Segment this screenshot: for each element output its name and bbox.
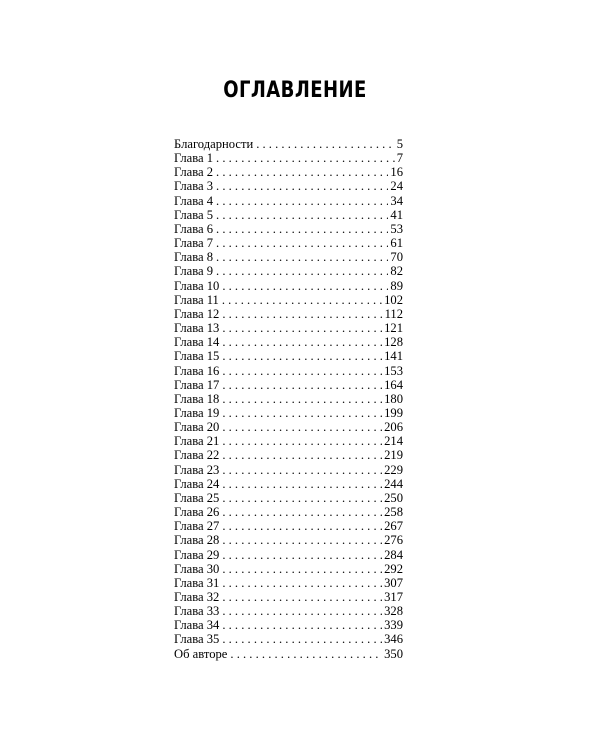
toc-entry-page-number: 141 <box>384 349 403 364</box>
toc-entry-page-number: 350 <box>384 646 403 661</box>
dot-leader <box>222 562 382 576</box>
toc-entry <box>174 491 403 505</box>
toc-entry-label: Глава 31 <box>174 575 220 590</box>
toc-entry <box>174 562 403 576</box>
toc-entry-label: Глава 10 <box>174 278 220 293</box>
toc-entry-label: Глава 33 <box>174 604 220 619</box>
toc-entry-label: Глава 22 <box>174 448 220 463</box>
toc-entry <box>174 208 403 222</box>
dot-leader <box>222 279 388 293</box>
toc-entry <box>174 505 403 519</box>
toc-entry-label: Глава 32 <box>174 590 220 604</box>
toc-entry-label: Глава 20 <box>174 420 220 435</box>
toc-entry-page-number: 199 <box>384 405 403 420</box>
toc-entry <box>174 548 403 562</box>
dot-leader <box>222 590 382 604</box>
dot-leader <box>222 477 382 491</box>
dot-leader <box>222 378 382 392</box>
dot-leader <box>222 349 382 363</box>
toc-entry-page-number: 24 <box>390 179 403 194</box>
dot-leader <box>222 406 382 420</box>
toc-entry-page-number: 328 <box>384 604 403 619</box>
toc-entry-page-number: 121 <box>384 321 403 336</box>
toc-entry <box>174 632 403 646</box>
toc-entry <box>174 392 403 406</box>
toc-entry-page-number: 276 <box>384 533 403 548</box>
dot-leader <box>230 647 382 661</box>
toc-entry <box>174 378 403 392</box>
toc-entry-label: Благодарности <box>174 137 254 151</box>
toc-entry <box>174 236 403 250</box>
toc-entry <box>174 533 403 547</box>
dot-leader <box>216 222 388 236</box>
toc-entry-label: Глава 19 <box>174 405 220 420</box>
toc-entry <box>174 463 403 477</box>
toc-entry-label: Глава 24 <box>174 476 220 491</box>
toc-entry-label: Глава 15 <box>174 349 220 364</box>
dot-leader <box>216 264 388 278</box>
toc-entry-page-number: 206 <box>384 420 403 435</box>
dot-leader <box>216 151 395 165</box>
toc-entry <box>174 222 403 236</box>
dot-leader <box>222 548 382 562</box>
dot-leader <box>222 448 382 462</box>
toc-entry <box>174 321 403 335</box>
toc-entry <box>174 477 403 491</box>
toc-entry <box>174 264 403 278</box>
toc-entry <box>174 576 403 590</box>
dot-leader <box>222 463 382 477</box>
dot-leader <box>222 505 382 519</box>
toc-entry <box>174 279 403 293</box>
toc-entry <box>174 647 403 661</box>
toc-entry <box>174 618 403 632</box>
toc-entry-page-number: 34 <box>390 193 403 208</box>
dot-leader <box>222 533 382 547</box>
toc-entry-page-number: 284 <box>384 547 403 562</box>
toc-entry-label: Глава 17 <box>174 377 220 392</box>
toc-entry <box>174 293 403 307</box>
dot-leader <box>222 604 382 618</box>
dot-leader <box>222 293 382 307</box>
toc-entry-page-number: 70 <box>390 250 403 265</box>
dot-leader <box>222 335 382 349</box>
dot-leader <box>216 179 388 193</box>
toc-entry-page-number: 82 <box>390 264 403 279</box>
dot-leader <box>216 194 388 208</box>
toc-entry <box>174 307 403 321</box>
toc-entry <box>174 434 403 448</box>
dot-leader <box>216 236 388 250</box>
toc-entry-page-number: 339 <box>384 618 403 633</box>
toc-entry-page-number: 229 <box>384 462 403 477</box>
toc-entry <box>174 137 403 151</box>
toc-entry-label: Глава 27 <box>174 519 220 534</box>
toc-entry-page-number: 41 <box>390 207 403 222</box>
dot-leader <box>216 165 388 179</box>
toc-entry <box>174 420 403 434</box>
dot-leader <box>222 519 382 533</box>
toc-entry-page-number: 5 <box>396 137 403 151</box>
toc-entry <box>174 250 403 264</box>
toc-entry-page-number: 53 <box>390 221 403 236</box>
toc-entry-label: Глава 18 <box>174 391 220 406</box>
toc-entry-label: Глава 16 <box>174 363 220 378</box>
toc-entry-page-number: 250 <box>384 490 403 505</box>
toc-entry <box>174 604 403 618</box>
toc-entry-page-number: 89 <box>390 278 403 293</box>
dot-leader <box>216 208 388 222</box>
dot-leader <box>222 491 382 505</box>
toc-entry <box>174 194 403 208</box>
toc-entry-label: Глава 11 <box>174 292 219 307</box>
toc-entry-label: Глава 35 <box>174 632 220 647</box>
toc-entry <box>174 349 403 363</box>
dot-leader <box>222 307 382 321</box>
toc-entry-page-number: 267 <box>384 519 403 534</box>
toc-entry-page-number: 102 <box>384 292 403 307</box>
toc-entry-page-number: 128 <box>384 335 403 350</box>
toc-entry-label: Глава 12 <box>174 306 220 321</box>
toc-entry-label: Глава 28 <box>174 533 220 548</box>
dot-leader <box>222 420 382 434</box>
toc-entry-page-number: 307 <box>384 575 403 590</box>
toc-entry-page-number: 317 <box>384 590 403 604</box>
toc-entry <box>174 165 403 179</box>
toc-entry <box>174 448 403 462</box>
toc-entry-page-number: 153 <box>384 363 403 378</box>
page-title: ОГЛАВЛЕНИЕ <box>223 78 367 103</box>
toc-entry-label: Глава 9 <box>174 264 214 279</box>
toc-entry-label: Глава 4 <box>174 193 214 208</box>
toc-entry <box>174 590 403 604</box>
dot-leader <box>222 618 382 632</box>
toc-entry <box>174 151 403 165</box>
toc-entry-page-number: 219 <box>384 448 403 463</box>
toc-entry-label: Глава 26 <box>174 505 220 520</box>
dot-leader <box>222 576 382 590</box>
toc-entry-page-number: 61 <box>390 236 403 251</box>
toc-entry-label: Глава 25 <box>174 490 220 505</box>
toc-entry-page-number: 244 <box>384 476 403 491</box>
toc-entry-label: Глава 14 <box>174 335 220 350</box>
dot-leader <box>222 321 382 335</box>
dot-leader <box>216 250 388 264</box>
toc-entry-label: Глава 30 <box>174 561 220 576</box>
table-of-contents <box>174 137 403 661</box>
toc-entry <box>174 364 403 378</box>
toc-entry <box>174 519 403 533</box>
toc-entry <box>174 179 403 193</box>
toc-entry <box>174 406 403 420</box>
dot-leader <box>222 392 382 406</box>
toc-entry-label: Глава 1 <box>174 151 214 166</box>
toc-entry-label: Глава 5 <box>174 207 214 222</box>
toc-entry-page-number: 112 <box>384 306 403 321</box>
toc-entry-label: Глава 8 <box>174 250 214 265</box>
toc-entry-label: Глава 7 <box>174 236 214 251</box>
toc-entry-page-number: 292 <box>384 561 403 576</box>
toc-entry-page-number: 7 <box>396 151 403 166</box>
dot-leader <box>222 632 382 646</box>
dot-leader <box>222 364 382 378</box>
toc-entry-label: Глава 23 <box>174 462 220 477</box>
toc-entry-page-number: 16 <box>390 165 403 180</box>
toc-entry-page-number: 164 <box>384 377 403 392</box>
dot-leader <box>222 434 382 448</box>
dot-leader <box>256 137 395 151</box>
toc-entry-label: Глава 29 <box>174 547 220 562</box>
toc-entry-label: Глава 2 <box>174 165 214 180</box>
toc-entry-label: Глава 6 <box>174 221 214 236</box>
toc-entry-page-number: 258 <box>384 505 403 520</box>
toc-entry-label: Глава 3 <box>174 179 214 194</box>
toc-entry-label: Об авторе <box>174 646 228 661</box>
toc-entry <box>174 335 403 349</box>
toc-entry-label: Глава 21 <box>174 434 220 449</box>
toc-entry-label: Глава 13 <box>174 321 220 336</box>
toc-entry-page-number: 180 <box>384 391 403 406</box>
toc-entry-page-number: 346 <box>384 632 403 647</box>
toc-entry-label: Глава 34 <box>174 618 220 633</box>
toc-entry-page-number: 214 <box>384 434 403 449</box>
